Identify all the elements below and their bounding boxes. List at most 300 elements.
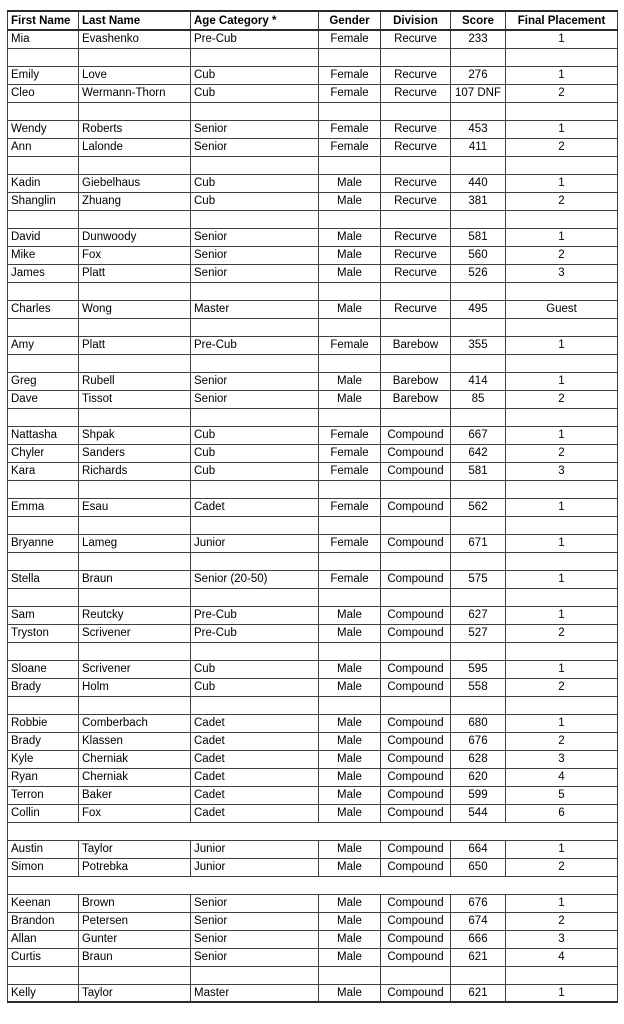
last-name-cell[interactable]: Roberts [79,120,191,138]
table-row[interactable] [8,804,618,822]
first-name-cell[interactable]: Brady [8,678,79,696]
first-name-cell[interactable]: Cleo [8,84,79,102]
table-row[interactable] [8,660,618,678]
age-category-cell[interactable]: Cub [191,192,319,210]
first-name-cell[interactable]: Charles [8,300,79,318]
table-row[interactable] [8,228,618,246]
gender-cell[interactable]: Male [319,228,381,246]
last-name-cell[interactable]: Brown [79,894,191,912]
gender-cell[interactable]: Male [319,750,381,768]
first-name-cell[interactable]: Allan [8,930,79,948]
age-category-cell[interactable]: Cadet [191,768,319,786]
score-cell[interactable]: 560 [451,246,506,264]
first-name-cell[interactable]: Shanglin [8,192,79,210]
gender-cell[interactable]: Female [319,84,381,102]
division-cell[interactable]: Compound [381,678,451,696]
first-name-cell[interactable]: Dave [8,390,79,408]
division-cell[interactable]: Barebow [381,372,451,390]
score-cell[interactable]: 527 [451,624,506,642]
placement-cell[interactable]: 1 [506,660,618,678]
score-cell[interactable]: 666 [451,930,506,948]
last-name-cell[interactable]: Evashenko [79,30,191,48]
score-cell[interactable]: 642 [451,444,506,462]
age-category-cell[interactable]: Senior [191,894,319,912]
gender-cell[interactable]: Female [319,120,381,138]
age-category-cell[interactable]: Senior (20-50) [191,570,319,588]
score-cell[interactable]: 233 [451,30,506,48]
table-row[interactable] [8,84,618,102]
last-name-cell[interactable]: Sanders [79,444,191,462]
placement-cell[interactable]: 1 [506,534,618,552]
first-name-cell[interactable]: David [8,228,79,246]
table-row[interactable] [8,264,618,282]
last-name-cell[interactable]: Petersen [79,912,191,930]
gender-cell[interactable]: Male [319,606,381,624]
division-cell[interactable]: Compound [381,930,451,948]
score-cell[interactable]: 620 [451,768,506,786]
placement-cell[interactable]: 1 [506,336,618,354]
age-category-cell[interactable]: Cadet [191,804,319,822]
score-cell[interactable]: 558 [451,678,506,696]
gender-cell[interactable]: Male [319,804,381,822]
last-name-cell[interactable]: Fox [79,804,191,822]
score-cell[interactable]: 581 [451,228,506,246]
age-category-cell[interactable]: Pre-Cub [191,624,319,642]
gender-cell[interactable]: Male [319,768,381,786]
first-name-cell[interactable]: Collin [8,804,79,822]
placement-cell[interactable]: 2 [506,858,618,876]
last-name-cell[interactable]: Love [79,66,191,84]
table-row[interactable] [8,840,618,858]
division-cell[interactable]: Compound [381,444,451,462]
division-cell[interactable]: Compound [381,786,451,804]
table-row[interactable] [8,984,618,1002]
table-row[interactable] [8,30,618,48]
first-name-cell[interactable]: Brandon [8,912,79,930]
score-cell[interactable]: 671 [451,534,506,552]
table-row[interactable] [8,894,618,912]
score-cell[interactable]: 544 [451,804,506,822]
division-cell[interactable]: Compound [381,534,451,552]
placement-cell[interactable]: 2 [506,444,618,462]
first-name-cell[interactable]: Brady [8,732,79,750]
gender-cell[interactable]: Male [319,660,381,678]
division-cell[interactable]: Compound [381,426,451,444]
last-name-cell[interactable]: Scrivener [79,624,191,642]
table-row[interactable] [8,120,618,138]
table-row[interactable] [8,300,618,318]
division-cell[interactable]: Recurve [381,66,451,84]
table-row[interactable] [8,624,618,642]
last-name-cell[interactable]: Lalonde [79,138,191,156]
placement-cell[interactable]: 2 [506,138,618,156]
gender-cell[interactable]: Male [319,948,381,966]
table-row[interactable] [8,138,618,156]
table-row[interactable] [8,768,618,786]
score-cell[interactable]: 575 [451,570,506,588]
age-category-cell[interactable]: Cub [191,660,319,678]
gender-cell[interactable]: Female [319,426,381,444]
score-cell[interactable]: 581 [451,462,506,480]
last-name-cell[interactable]: Gunter [79,930,191,948]
table-row[interactable] [8,858,618,876]
table-row[interactable] [8,714,618,732]
table-row[interactable] [8,246,618,264]
last-name-cell[interactable]: Baker [79,786,191,804]
age-category-cell[interactable]: Cub [191,84,319,102]
placement-cell[interactable]: 2 [506,624,618,642]
first-name-cell[interactable]: Simon [8,858,79,876]
division-cell[interactable]: Recurve [381,174,451,192]
last-name-cell[interactable]: Cherniak [79,750,191,768]
age-category-cell[interactable]: Senior [191,390,319,408]
score-cell[interactable]: 674 [451,912,506,930]
placement-cell[interactable]: 1 [506,606,618,624]
last-name-cell[interactable]: Reutcky [79,606,191,624]
placement-cell[interactable]: 2 [506,732,618,750]
age-category-cell[interactable]: Cub [191,444,319,462]
column-header-last-name[interactable]: Last Name [79,11,191,30]
score-cell[interactable]: 355 [451,336,506,354]
column-header-division[interactable]: Division [381,11,451,30]
last-name-cell[interactable]: Braun [79,570,191,588]
placement-cell[interactable]: 3 [506,930,618,948]
age-category-cell[interactable]: Cadet [191,498,319,516]
table-row[interactable] [8,732,618,750]
gender-cell[interactable]: Female [319,138,381,156]
gender-cell[interactable]: Male [319,732,381,750]
score-cell[interactable]: 628 [451,750,506,768]
first-name-cell[interactable]: Mia [8,30,79,48]
gender-cell[interactable]: Male [319,678,381,696]
first-name-cell[interactable]: Austin [8,840,79,858]
table-row[interactable] [8,750,618,768]
first-name-cell[interactable]: Curtis [8,948,79,966]
first-name-cell[interactable]: Robbie [8,714,79,732]
first-name-cell[interactable]: Stella [8,570,79,588]
gender-cell[interactable]: Female [319,462,381,480]
table-row[interactable] [8,786,618,804]
age-category-cell[interactable]: Master [191,984,319,1002]
table-row[interactable] [8,426,618,444]
gender-cell[interactable]: Male [319,192,381,210]
placement-cell[interactable]: 1 [506,498,618,516]
age-category-cell[interactable]: Senior [191,264,319,282]
gender-cell[interactable]: Female [319,66,381,84]
gender-cell[interactable]: Female [319,570,381,588]
column-header-score[interactable]: Score [451,11,506,30]
score-cell[interactable]: 595 [451,660,506,678]
placement-cell[interactable]: 1 [506,426,618,444]
score-cell[interactable]: 440 [451,174,506,192]
age-category-cell[interactable]: Senior [191,372,319,390]
division-cell[interactable]: Recurve [381,84,451,102]
last-name-cell[interactable]: Dunwoody [79,228,191,246]
placement-cell[interactable]: 1 [506,894,618,912]
placement-cell[interactable]: 2 [506,390,618,408]
age-category-cell[interactable]: Cub [191,66,319,84]
division-cell[interactable]: Recurve [381,192,451,210]
age-category-cell[interactable]: Pre-Cub [191,606,319,624]
gender-cell[interactable]: Female [319,336,381,354]
placement-cell[interactable]: 2 [506,84,618,102]
division-cell[interactable]: Compound [381,498,451,516]
last-name-cell[interactable]: Wermann-Thorn [79,84,191,102]
score-cell[interactable]: 495 [451,300,506,318]
table-row[interactable] [8,570,618,588]
age-category-cell[interactable]: Pre-Cub [191,30,319,48]
division-cell[interactable]: Recurve [381,120,451,138]
placement-cell[interactable]: 1 [506,66,618,84]
last-name-cell[interactable]: Klassen [79,732,191,750]
column-header-final-placement[interactable]: Final Placement [506,11,618,30]
division-cell[interactable]: Barebow [381,336,451,354]
gender-cell[interactable]: Male [319,894,381,912]
division-cell[interactable]: Compound [381,570,451,588]
division-cell[interactable]: Compound [381,804,451,822]
table-row[interactable] [8,174,618,192]
first-name-cell[interactable]: Greg [8,372,79,390]
division-cell[interactable]: Compound [381,732,451,750]
placement-cell[interactable]: 6 [506,804,618,822]
division-cell[interactable]: Compound [381,894,451,912]
division-cell[interactable]: Recurve [381,264,451,282]
score-cell[interactable]: 414 [451,372,506,390]
age-category-cell[interactable]: Senior [191,120,319,138]
age-category-cell[interactable]: Cadet [191,750,319,768]
last-name-cell[interactable]: Taylor [79,984,191,1002]
last-name-cell[interactable]: Holm [79,678,191,696]
last-name-cell[interactable]: Rubell [79,372,191,390]
placement-cell[interactable]: Guest [506,300,618,318]
placement-cell[interactable]: 1 [506,228,618,246]
table-row[interactable] [8,534,618,552]
table-row[interactable] [8,678,618,696]
gender-cell[interactable]: Male [319,624,381,642]
first-name-cell[interactable]: Sloane [8,660,79,678]
gender-cell[interactable]: Female [319,444,381,462]
first-name-cell[interactable]: Mike [8,246,79,264]
score-cell[interactable]: 107 DNF [451,84,506,102]
age-category-cell[interactable]: Junior [191,858,319,876]
table-row[interactable] [8,462,618,480]
age-category-cell[interactable]: Senior [191,228,319,246]
score-cell[interactable]: 621 [451,984,506,1002]
placement-cell[interactable]: 2 [506,912,618,930]
division-cell[interactable]: Compound [381,660,451,678]
age-category-cell[interactable]: Cub [191,462,319,480]
division-cell[interactable]: Compound [381,912,451,930]
age-category-cell[interactable]: Cadet [191,732,319,750]
score-cell[interactable]: 562 [451,498,506,516]
gender-cell[interactable]: Male [319,912,381,930]
division-cell[interactable]: Compound [381,714,451,732]
placement-cell[interactable]: 3 [506,264,618,282]
placement-cell[interactable]: 3 [506,462,618,480]
last-name-cell[interactable]: Giebelhaus [79,174,191,192]
first-name-cell[interactable]: Ryan [8,768,79,786]
gender-cell[interactable]: Male [319,372,381,390]
age-category-cell[interactable]: Cadet [191,714,319,732]
first-name-cell[interactable]: Amy [8,336,79,354]
last-name-cell[interactable]: Comberbach [79,714,191,732]
last-name-cell[interactable]: Esau [79,498,191,516]
score-cell[interactable]: 664 [451,840,506,858]
table-row[interactable] [8,444,618,462]
score-cell[interactable]: 621 [451,948,506,966]
division-cell[interactable]: Compound [381,768,451,786]
table-row[interactable] [8,192,618,210]
last-name-cell[interactable]: Richards [79,462,191,480]
placement-cell[interactable]: 1 [506,984,618,1002]
last-name-cell[interactable]: Platt [79,336,191,354]
first-name-cell[interactable]: Emily [8,66,79,84]
last-name-cell[interactable]: Wong [79,300,191,318]
last-name-cell[interactable]: Potrebka [79,858,191,876]
last-name-cell[interactable]: Scrivener [79,660,191,678]
division-cell[interactable]: Compound [381,840,451,858]
division-cell[interactable]: Barebow [381,390,451,408]
first-name-cell[interactable]: Kara [8,462,79,480]
column-header-age-category[interactable]: Age Category * [191,11,319,30]
gender-cell[interactable]: Male [319,858,381,876]
table-row[interactable] [8,498,618,516]
division-cell[interactable]: Compound [381,624,451,642]
first-name-cell[interactable]: Kelly [8,984,79,1002]
placement-cell[interactable]: 1 [506,570,618,588]
age-category-cell[interactable]: Junior [191,534,319,552]
table-row[interactable] [8,390,618,408]
first-name-cell[interactable]: Emma [8,498,79,516]
division-cell[interactable]: Compound [381,606,451,624]
age-category-cell[interactable]: Senior [191,138,319,156]
score-cell[interactable]: 599 [451,786,506,804]
gender-cell[interactable]: Female [319,498,381,516]
division-cell[interactable]: Compound [381,984,451,1002]
division-cell[interactable]: Recurve [381,300,451,318]
score-cell[interactable]: 526 [451,264,506,282]
age-category-cell[interactable]: Pre-Cub [191,336,319,354]
placement-cell[interactable]: 1 [506,120,618,138]
first-name-cell[interactable]: Kadin [8,174,79,192]
table-row[interactable] [8,912,618,930]
division-cell[interactable]: Compound [381,858,451,876]
last-name-cell[interactable]: Platt [79,264,191,282]
gender-cell[interactable]: Female [319,30,381,48]
placement-cell[interactable]: 3 [506,750,618,768]
last-name-cell[interactable]: Lameg [79,534,191,552]
table-row[interactable] [8,948,618,966]
placement-cell[interactable]: 4 [506,768,618,786]
last-name-cell[interactable]: Shpak [79,426,191,444]
column-header-gender[interactable]: Gender [319,11,381,30]
age-category-cell[interactable]: Senior [191,930,319,948]
placement-cell[interactable]: 1 [506,714,618,732]
gender-cell[interactable]: Male [319,786,381,804]
placement-cell[interactable]: 2 [506,246,618,264]
score-cell[interactable]: 276 [451,66,506,84]
gender-cell[interactable]: Male [319,174,381,192]
first-name-cell[interactable]: Wendy [8,120,79,138]
table-row[interactable] [8,930,618,948]
last-name-cell[interactable]: Zhuang [79,192,191,210]
first-name-cell[interactable]: Ann [8,138,79,156]
first-name-cell[interactable]: James [8,264,79,282]
first-name-cell[interactable]: Kyle [8,750,79,768]
age-category-cell[interactable]: Master [191,300,319,318]
table-row[interactable] [8,66,618,84]
age-category-cell[interactable]: Cadet [191,786,319,804]
age-category-cell[interactable]: Cub [191,426,319,444]
first-name-cell[interactable]: Sam [8,606,79,624]
first-name-cell[interactable]: Keenan [8,894,79,912]
division-cell[interactable]: Recurve [381,138,451,156]
division-cell[interactable]: Recurve [381,228,451,246]
placement-cell[interactable]: 2 [506,192,618,210]
score-cell[interactable]: 453 [451,120,506,138]
score-cell[interactable]: 85 [451,390,506,408]
age-category-cell[interactable]: Senior [191,246,319,264]
placement-cell[interactable]: 1 [506,372,618,390]
score-cell[interactable]: 680 [451,714,506,732]
age-category-cell[interactable]: Cub [191,174,319,192]
placement-cell[interactable]: 5 [506,786,618,804]
division-cell[interactable]: Compound [381,750,451,768]
score-cell[interactable]: 676 [451,732,506,750]
placement-cell[interactable]: 4 [506,948,618,966]
placement-cell[interactable]: 1 [506,840,618,858]
score-cell[interactable]: 650 [451,858,506,876]
placement-cell[interactable]: 2 [506,678,618,696]
gender-cell[interactable]: Male [319,246,381,264]
score-cell[interactable]: 381 [451,192,506,210]
first-name-cell[interactable]: Chyler [8,444,79,462]
gender-cell[interactable]: Male [319,984,381,1002]
last-name-cell[interactable]: Taylor [79,840,191,858]
gender-cell[interactable]: Male [319,840,381,858]
first-name-cell[interactable]: Tryston [8,624,79,642]
last-name-cell[interactable]: Tissot [79,390,191,408]
age-category-cell[interactable]: Senior [191,912,319,930]
score-cell[interactable]: 627 [451,606,506,624]
gender-cell[interactable]: Male [319,264,381,282]
gender-cell[interactable]: Male [319,300,381,318]
score-cell[interactable]: 667 [451,426,506,444]
first-name-cell[interactable]: Bryanne [8,534,79,552]
gender-cell[interactable]: Male [319,390,381,408]
gender-cell[interactable]: Female [319,534,381,552]
column-header-first-name[interactable]: First Name [8,11,79,30]
last-name-cell[interactable]: Braun [79,948,191,966]
division-cell[interactable]: Compound [381,462,451,480]
age-category-cell[interactable]: Senior [191,948,319,966]
score-cell[interactable]: 676 [451,894,506,912]
division-cell[interactable]: Recurve [381,246,451,264]
placement-cell[interactable]: 1 [506,30,618,48]
score-cell[interactable]: 411 [451,138,506,156]
first-name-cell[interactable]: Terron [8,786,79,804]
last-name-cell[interactable]: Cherniak [79,768,191,786]
division-cell[interactable]: Recurve [381,30,451,48]
table-row[interactable] [8,336,618,354]
gender-cell[interactable]: Male [319,714,381,732]
last-name-cell[interactable]: Fox [79,246,191,264]
placement-cell[interactable]: 1 [506,174,618,192]
age-category-cell[interactable]: Cub [191,678,319,696]
age-category-cell[interactable]: Junior [191,840,319,858]
table-row[interactable] [8,606,618,624]
gender-cell[interactable]: Male [319,930,381,948]
